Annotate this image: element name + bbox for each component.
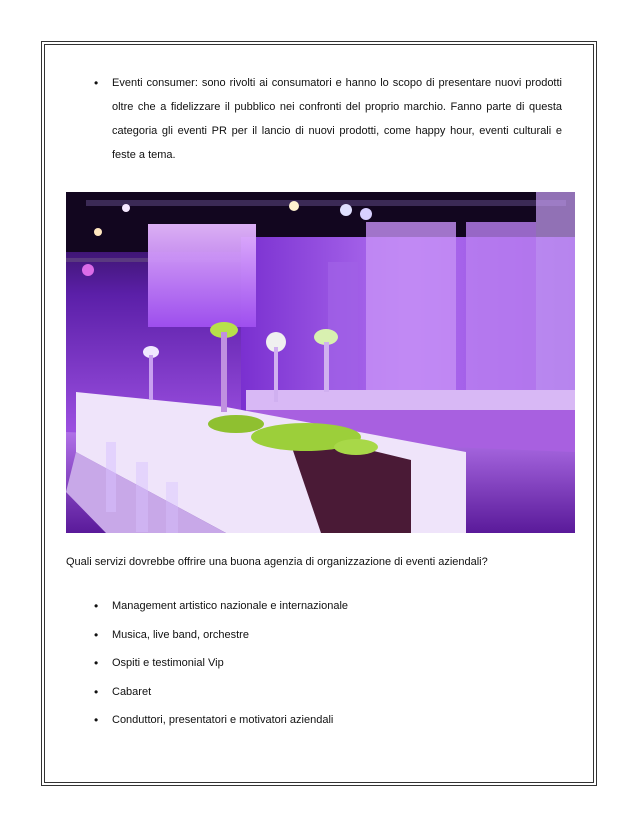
question-heading: Quali servizi dovrebbe offrire una buona agenzia di organizzazione di eventi aziendali? <box>66 556 488 568</box>
service-item: • Musica, live band, orchestre <box>94 627 534 656</box>
service-item: • Management artistico nazionale e internazionale <box>94 598 534 627</box>
intro-bullet-item: • Eventi consumer: sono rivolti ai consumatori e hanno lo scopo di presentare nuovi prodotti oltre che a fidelizzare il pubblico nei confronti del proprio marchio. Fanno parte di questa categoria gli eventi PR per il lancio di nuovi prodotti, come happy hour, eventi culturali e feste a tema. <box>94 71 562 167</box>
service-item: • Ospiti e testimonial Vip <box>94 655 534 684</box>
service-item: • Cabaret <box>94 684 534 713</box>
service-item: • Conduttori, presentatori e motivatori aziendali <box>94 712 534 741</box>
intro-bullet-list <box>94 71 562 167</box>
event-hall-photo <box>66 192 575 533</box>
services-list <box>94 598 534 741</box>
